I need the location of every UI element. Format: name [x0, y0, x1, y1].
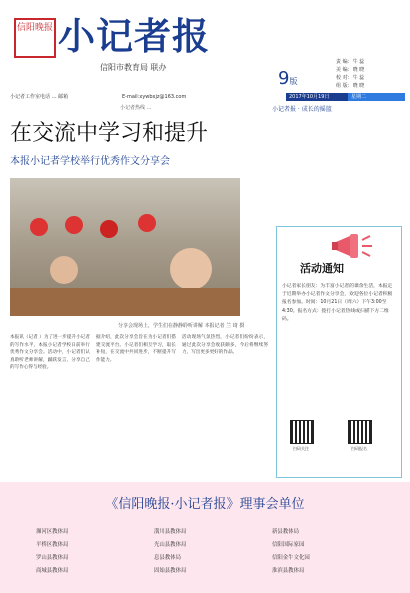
info-bar-contact: 小记者工作室电话 … 邮箱: [10, 94, 69, 100]
council-unit: 光山县教体局: [154, 542, 187, 548]
council-unit: 息县教体局: [154, 555, 181, 561]
newspaper-seal-logo: [14, 18, 56, 58]
article-column-2: 据介绍，此次分享会旨在为小记者们搭建交流平台。小记者们相互学习，取长补短，在交流中共同进步，不断提升写作能力。: [96, 335, 176, 363]
hotline: 小记者热线 …: [120, 105, 152, 111]
photo-figure: [170, 248, 212, 290]
meta-line: 校 对：牛 蕊: [336, 75, 365, 81]
article-subhead: 本报小记者学校举行优秀作文分享会: [10, 156, 170, 167]
slogan: 小记者报 · 成长的摇篮: [272, 106, 332, 113]
meta-line: 组 版：晓 晓: [336, 83, 365, 89]
edition-unit: 版: [289, 77, 298, 86]
council-unit: 信阳国际家园: [272, 542, 305, 548]
article-column-1: 本报讯（记者 ）为了进一步提升小记者的写作水平，本报小记者学校日前举行优秀作文分享会。活动中，小记者们认真聆听老师讲解，踊跃发言，分享自己的写作心得与经验。: [10, 335, 90, 371]
photo-desk: [10, 288, 240, 316]
council-unit: 平桥区教体局: [36, 542, 69, 548]
council-unit: 浉河区教体局: [36, 529, 69, 535]
seal-text: 信阳晚报: [16, 23, 53, 33]
article-column-3: 活动现场气氛热烈，小记者们纷纷表示，通过此次分享会收获颇多，今后将继续努力，写出更多更好的作品。: [182, 335, 268, 356]
meta-line: 美 编：晓 晓: [336, 67, 365, 73]
info-bar: [10, 93, 402, 101]
qr-caption-follow: 扫码关注: [293, 446, 309, 451]
council-title: 《信阳晚报·小记者报》理事会单位: [105, 497, 305, 512]
council-unit: 潢川县教体局: [154, 529, 187, 535]
article-headline: 在交流中学习和提升: [10, 121, 209, 146]
article-photo: [10, 178, 240, 316]
qr-code-follow[interactable]: [290, 420, 314, 444]
photo-caption: 分享会现场上，学生们在静静聆听讲解 本报记者 兰 琦 摄: [118, 323, 245, 329]
meta-line: 责 编：牛 蕊: [336, 59, 365, 65]
qr-code-signup[interactable]: [348, 420, 372, 444]
photo-figure: [100, 220, 118, 238]
photo-figure: [65, 216, 83, 234]
edition-number: 9: [278, 68, 290, 89]
photo-figure: [50, 256, 78, 284]
council-unit: 新县教体局: [272, 529, 299, 535]
notice-body: 小记者家长朋友：为丰富小记者的课余生活，本报定于近期举办小记者作文分享会，欢迎各位小记者积极报名参加。时间：10月21日（周六）下午3:00至4:30。报名方式：拨打小记者热线或扫描下方二维码。: [282, 284, 393, 322]
masthead-title: 小记者报: [58, 14, 210, 58]
info-bar-email: E-mail:xywbxjz@163.com: [122, 94, 187, 100]
council-unit: 信阳金牛文化园: [272, 555, 310, 561]
council-unit: 淮滨县教体局: [272, 568, 305, 574]
edition-badge: [278, 68, 297, 89]
qr-caption-signup: 扫码报名: [351, 446, 367, 451]
photo-figure: [138, 214, 156, 232]
masthead-subtitle: 信阳市教育局 联办: [100, 63, 167, 72]
photo-figure: [30, 218, 48, 236]
council-units: [36, 527, 396, 579]
info-bar-date: 2017年10月19日: [286, 93, 349, 101]
megaphone-icon: [330, 232, 374, 260]
info-bar-issue: 星期二: [348, 93, 405, 101]
notice-title: 活动通知: [300, 262, 344, 275]
council-unit: 商城县教体局: [36, 568, 69, 574]
council-unit: 固始县教体局: [154, 568, 187, 574]
council-unit: 罗山县教体局: [36, 555, 69, 561]
editor-meta: [336, 58, 406, 90]
